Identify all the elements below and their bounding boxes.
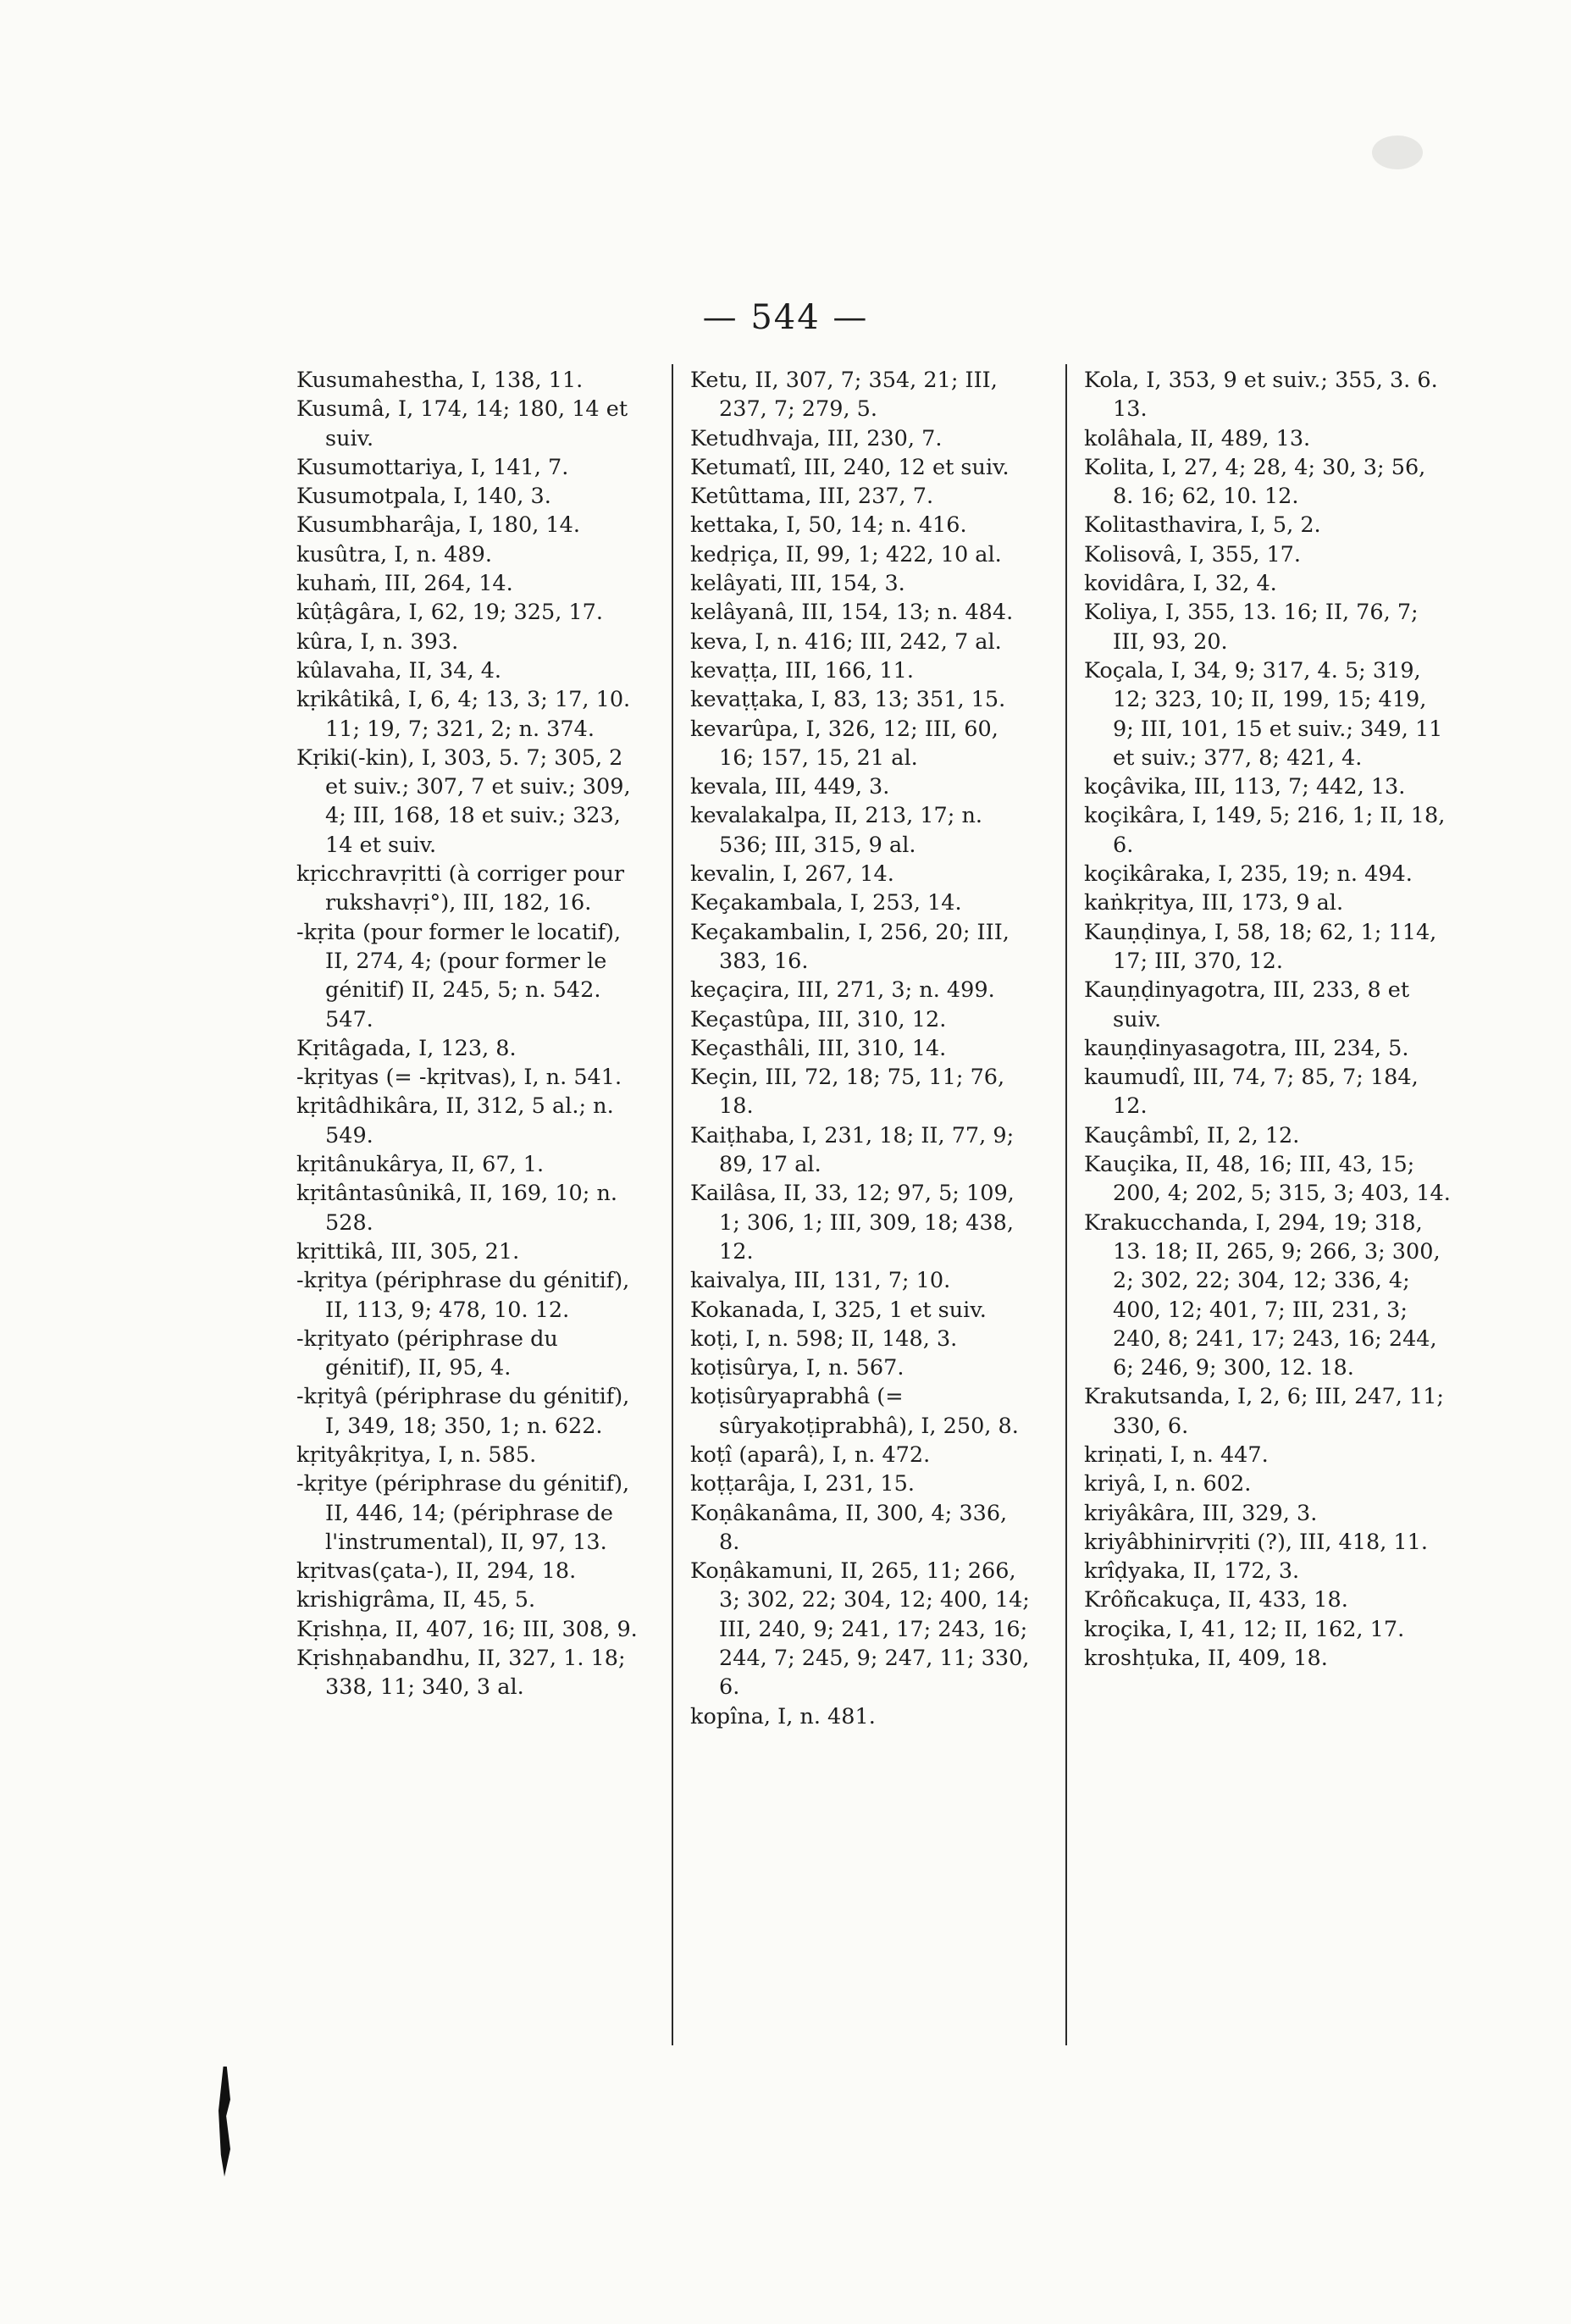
index-entry: kṛitânukârya, II, 67, 1. xyxy=(296,1152,545,1178)
index-column-3 xyxy=(1084,366,1452,1673)
index-entry: koçikâra, I, 149, 5; 216, 1; II, 18, 6. xyxy=(1084,803,1446,858)
index-entry: kriyâbhinirvṛiti (?), III, 418, 11. xyxy=(1084,1529,1428,1555)
index-entry: Kusumâ, I, 174, 14; 180, 14 et suiv. xyxy=(296,396,628,451)
index-entry: Koṇâkamuni, II, 265, 11; 266, 3; 302, 22; 304, 12; 400, 14; III, 240, 9; 241, 17; 243, 16; 244, 7; 245, 9; 247, 11; 330, 6. xyxy=(690,1558,1030,1701)
index-entry: Kṛitâgada, I, 123, 8. xyxy=(296,1035,517,1061)
index-entry: kopîna, I, n. 481. xyxy=(690,1703,876,1729)
index-entry: kelâyati, III, 154, 3. xyxy=(690,571,905,597)
index-entry: koçâvika, III, 113, 7; 442, 13. xyxy=(1084,774,1406,800)
index-entry: kûṭâgâra, I, 62, 19; 325, 17. xyxy=(296,600,603,626)
index-entry: kaivalya, III, 131, 7; 10. xyxy=(690,1268,951,1294)
index-entry: kuhaṁ, III, 264, 14. xyxy=(296,571,513,597)
index-entry: Kṛishṇa, II, 407, 16; III, 308, 9. xyxy=(296,1616,638,1642)
index-entry: Kusumbharâja, I, 180, 14. xyxy=(296,512,580,539)
index-entry: kṛityâkṛitya, I, n. 585. xyxy=(296,1441,537,1468)
index-entry: kṛitvas(çata-), II, 294, 18. xyxy=(296,1558,577,1585)
index-entry: koṭṭarâja, I, 231, 15. xyxy=(690,1471,915,1497)
index-entry: kaumudî, III, 74, 7; 85, 7; 184, 12. xyxy=(1084,1065,1419,1120)
index-entry: kevalakalpa, II, 213, 17; n. 536; III, 315, 9 al. xyxy=(690,803,982,858)
index-entry: Kokanada, I, 325, 1 et suiv. xyxy=(690,1297,987,1323)
index-entry: kroshṭuka, II, 409, 18. xyxy=(1084,1646,1328,1672)
index-entry: krishigrâma, II, 45, 5. xyxy=(296,1587,536,1613)
index-entry: Ketudhvaja, III, 230, 7. xyxy=(690,425,943,451)
index-entry: kûra, I, n. 393. xyxy=(296,628,459,655)
index-entry: -kṛityas (= -kṛitvas), I, n. 541. xyxy=(296,1065,622,1091)
index-entry: koṭisûrya, I, n. 567. xyxy=(690,1355,904,1381)
index-entry: Krakutsanda, I, 2, 6; III, 247, 11; 330, 6. xyxy=(1084,1384,1445,1439)
index-entry: Kailâsa, II, 33, 12; 97, 5; 109, 1; 306, 1; III, 309, 18; 438, 12. xyxy=(690,1181,1015,1264)
index-entry: krîḍyaka, II, 172, 3. xyxy=(1084,1558,1300,1585)
index-entry: koṭi, I, n. 598; II, 148, 3. xyxy=(690,1325,958,1352)
index-entry: Kṛiki(-kin), I, 303, 5. 7; 305, 2 et suiv.; 307, 7 et suiv.; 309, 4; III, 168, 18 et suiv.; 323, 14 et suiv. xyxy=(296,744,631,858)
index-entry: Kusumahestha, I, 138, 11. xyxy=(296,368,584,393)
index-entry: Ketûttama, III, 237, 7. xyxy=(690,484,934,510)
index-entry: kriyâ, I, n. 602. xyxy=(1084,1471,1252,1497)
index-entry: Kauçika, II, 48, 16; III, 43, 15; 200, 4; 202, 5; 315, 3; 403, 14. xyxy=(1084,1152,1451,1207)
index-entry: Koliya, I, 355, 13. 16; II, 76, 7; III, 93, 20. xyxy=(1084,600,1419,655)
index-entry: Kolisovâ, I, 355, 17. xyxy=(1084,541,1302,567)
index-entry: -kṛita (pour former le locatif), II, 274, 4; (pour former le génitif) II, 245, 5; n. 542. 547. xyxy=(296,919,622,1032)
index-entry: kṛicchravṛitti (à corriger pour rukshavṛi°), III, 182, 16. xyxy=(296,861,625,916)
column-divider xyxy=(1065,364,1067,2045)
index-column-2 xyxy=(690,366,1033,1731)
index-entry: kevalin, I, 267, 14. xyxy=(690,861,894,888)
index-entry: kriyâkâra, III, 329, 3. xyxy=(1084,1500,1318,1526)
index-entry: kevaṭṭa, III, 166, 11. xyxy=(690,657,914,683)
index-entry: koṭisûryaprabhâ (= sûryakoṭiprabhâ), I, 250, 8. xyxy=(690,1384,1019,1439)
index-entry: Ketu, II, 307, 7; 354, 21; III, 237, 7; 279, 5. xyxy=(690,368,998,423)
index-entry: Keçastûpa, III, 310, 12. xyxy=(690,1006,947,1032)
index-entry: Krôñcakuça, II, 433, 18. xyxy=(1084,1587,1348,1613)
index-entry: kevala, III, 449, 3. xyxy=(690,774,890,800)
index-entry: keva, I, n. 416; III, 242, 7 al. xyxy=(690,628,1002,655)
index-entry: Kauçâmbî, II, 2, 12. xyxy=(1084,1122,1300,1148)
index-entry: Krakucchanda, I, 294, 19; 318, 13. 18; II, 265, 9; 266, 3; 300, 2; 302, 22; 304, 12; 336, 4; 400, 12; 401, 7; III, 231, 3; 240, 8; 241, 17; 243, 16; 244, 6; 246, 9; 300, 12. 18. xyxy=(1084,1209,1441,1381)
index-entry: Keçasthâli, III, 310, 14. xyxy=(690,1035,947,1061)
index-entry: Kolita, I, 27, 4; 28, 4; 30, 3; 56, 8. 16; 62, 10. 12. xyxy=(1084,454,1426,510)
index-entry: Kola, I, 353, 9 et suiv.; 355, 3. 6. 13. xyxy=(1084,368,1438,423)
index-entry: kûlavaha, II, 34, 4. xyxy=(296,657,502,683)
index-entry: kṛitâdhikâra, II, 312, 5 al.; n. 549. xyxy=(296,1093,614,1148)
index-entry: kelâyanâ, III, 154, 13; n. 484. xyxy=(690,600,1014,626)
index-entry: kusûtra, I, n. 489. xyxy=(296,541,492,567)
index-entry: Kaiṭhaba, I, 231, 18; II, 77, 9; 89, 17 al. xyxy=(690,1122,1015,1178)
page-number: — 544 — xyxy=(702,298,869,337)
index-entry: koṭî (aparâ), I, n. 472. xyxy=(690,1441,931,1468)
index-entry: Keçakambalin, I, 256, 20; III, 383, 16. xyxy=(690,919,1010,974)
index-entry: kevarûpa, I, 326, 12; III, 60, 16; 157, 15, 21 al. xyxy=(690,716,998,771)
index-entry: Kauṇḍinyagotra, III, 233, 8 et suiv. xyxy=(1084,977,1410,1032)
index-column-1 xyxy=(296,366,644,1702)
paper-stain xyxy=(1372,136,1423,169)
index-entry: Kauṇḍinya, I, 58, 18; 62, 1; 114, 17; III, 370, 12. xyxy=(1084,919,1437,974)
index-entry: kṛikâtikâ, I, 6, 4; 13, 3; 17, 10. 11; 19, 7; 321, 2; n. 374. xyxy=(296,687,631,742)
index-entry: Kṛishṇabandhu, II, 327, 1. 18; 338, 11; 340, 3 al. xyxy=(296,1646,626,1701)
index-entry: Keçakambala, I, 253, 14. xyxy=(690,890,962,916)
index-entry: kevaṭṭaka, I, 83, 13; 351, 15. xyxy=(690,687,1006,713)
index-entry: koçikâraka, I, 235, 19; n. 494. xyxy=(1084,861,1413,888)
index-entry: kettaka, I, 50, 14; n. 416. xyxy=(690,512,967,539)
index-entry: Ketumatî, III, 240, 12 et suiv. xyxy=(690,454,1010,480)
index-entry: Koçala, I, 34, 9; 317, 4. 5; 319, 12; 323, 10; II, 199, 15; 419, 9; III, 101, 15 et suiv.; 349, 11 et suiv.; 377, 8; 421, 4. xyxy=(1084,657,1443,771)
index-entry: kroçika, I, 41, 12; II, 162, 17. xyxy=(1084,1616,1405,1642)
index-entry: keçaçira, III, 271, 3; n. 499. xyxy=(690,977,995,1004)
index-entry: -kṛitya (périphrase du génitif), II, 113, 9; 478, 10. 12. xyxy=(296,1268,630,1323)
index-entry: -kṛityâ (périphrase du génitif), I, 349, 18; 350, 1; n. 622. xyxy=(296,1384,630,1439)
margin-mark xyxy=(219,2067,230,2177)
index-entry: kaṅkṛitya, III, 173, 9 al. xyxy=(1084,890,1344,916)
column-divider xyxy=(672,364,673,2045)
index-entry: kovidâra, I, 32, 4. xyxy=(1084,571,1277,597)
index-entry: Kusumottariya, I, 141, 7. xyxy=(296,454,569,480)
index-entry: Kusumotpala, I, 140, 3. xyxy=(296,484,551,510)
index-entry: kauṇḍinyasagotra, III, 234, 5. xyxy=(1084,1035,1409,1061)
index-entry: Keçin, III, 72, 18; 75, 11; 76, 18. xyxy=(690,1065,1005,1120)
index-entry: -kṛitye (périphrase du génitif), II, 446, 14; (périphrase de l'instrumental), II, 97, 13. xyxy=(296,1471,630,1555)
index-entry: -kṛityato (périphrase du génitif), II, 95, 4. xyxy=(296,1325,558,1381)
index-entry: kriṇati, I, n. 447. xyxy=(1084,1441,1269,1468)
index-entry: kedṛiça, II, 99, 1; 422, 10 al. xyxy=(690,541,1002,567)
index-entry: Koṇâkanâma, II, 300, 4; 336, 8. xyxy=(690,1500,1008,1555)
index-entry: kṛitântasûnikâ, II, 169, 10; n. 528. xyxy=(296,1181,617,1236)
index-entry: kṛittikâ, III, 305, 21. xyxy=(296,1238,520,1264)
index-entry: Kolitasthavira, I, 5, 2. xyxy=(1084,512,1321,539)
index-entry: kolâhala, II, 489, 13. xyxy=(1084,425,1311,451)
